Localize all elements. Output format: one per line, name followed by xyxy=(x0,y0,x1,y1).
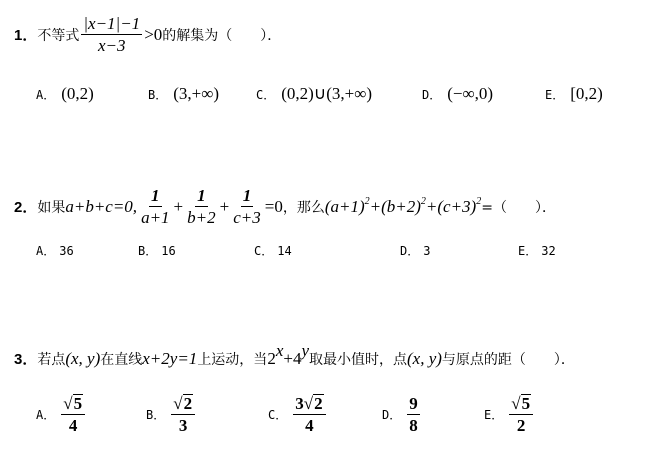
question-1-option-b[interactable] xyxy=(148,84,219,104)
question-2-square-3: $+(c+3)^2$ xyxy=(425,195,482,216)
option-value: (−∞,0) xyxy=(447,84,494,103)
question-3-option-c[interactable] xyxy=(268,394,328,435)
option-label: D． xyxy=(400,244,420,258)
option-value: 3 xyxy=(423,243,431,258)
question-3-stem xyxy=(14,340,575,369)
question-2-number: 2． xyxy=(14,199,38,216)
option-label: B． xyxy=(148,87,168,102)
question-3-text-3: 上运动，当 xyxy=(197,351,268,368)
question-2-option-c[interactable] xyxy=(254,242,292,259)
option-label: E． xyxy=(484,408,504,422)
option-value: 14 xyxy=(277,243,292,258)
question-1-option-e[interactable] xyxy=(545,84,603,104)
question-1-option-d[interactable] xyxy=(422,84,493,104)
question-1-relation: >0 xyxy=(144,24,163,44)
question-2-fraction-3 xyxy=(231,186,263,227)
fraction-denominator: b+2 xyxy=(187,208,216,227)
question-2-option-b[interactable] xyxy=(138,242,176,259)
option-label: A． xyxy=(36,244,56,258)
question-1-prefix: 不等式 xyxy=(37,27,80,44)
option-value: (0,2)∪(3,+∞) xyxy=(281,84,373,103)
question-1-option-c[interactable] xyxy=(256,84,372,104)
question-2-fraction-2 xyxy=(185,186,217,227)
question-2-option-e[interactable] xyxy=(518,242,556,259)
question-3-point-2: (x, y) xyxy=(407,348,442,368)
option-value: 36 xyxy=(59,243,74,258)
fraction-numerator: 1 xyxy=(151,186,160,205)
option-label: E． xyxy=(545,87,565,102)
question-2-option-d[interactable] xyxy=(400,242,430,259)
question-1-fraction-denominator: x−3 xyxy=(98,36,126,55)
question-3-text-1: 若点 xyxy=(37,351,66,368)
option-value: [0,2) xyxy=(570,84,603,103)
option-label: B． xyxy=(146,408,166,422)
option-fraction: 3 √ 2 4 xyxy=(293,394,325,435)
question-3-power-expression: $2^x+4^y$ xyxy=(267,340,309,368)
option-label: A． xyxy=(36,408,56,422)
question-2-option-a[interactable] xyxy=(36,242,74,259)
question-3-text-4: 取最小值时，点 xyxy=(309,351,407,368)
question-1-fraction-numerator: |x−1|−1 xyxy=(83,14,141,33)
option-label: C． xyxy=(256,87,276,102)
option-label: A． xyxy=(36,87,56,102)
option-label: C． xyxy=(268,408,288,422)
fraction-numerator: 1 xyxy=(197,186,206,205)
question-3-number: 3． xyxy=(14,351,38,368)
question-2-stem: 2． 如果 a+b+c=0, $\frac{1}{a+1}$ + $\frac{1}{b+2}$ + $\frac{1}{c+3}$ =0 ，那么 $(a+1)^2$ $+(b+2)^2$ $+(c+3)^2$ =（ ）． xyxy=(14,186,556,227)
question-3-line: x+2y=1 xyxy=(142,348,198,368)
question-3-option-b[interactable] xyxy=(146,394,197,435)
question-2-mid: ，那么 xyxy=(282,199,325,216)
fraction-numerator: 1 xyxy=(242,186,252,205)
question-3-option-d[interactable] xyxy=(382,394,422,435)
question-2-square-2: $+(b+2)^2$ xyxy=(369,195,426,216)
question-1-stem xyxy=(14,14,281,55)
option-label: E． xyxy=(518,244,538,258)
question-3-point: (x, y) xyxy=(65,348,101,368)
option-value: (3,+∞) xyxy=(173,84,220,103)
option-fraction: √ 2 3 xyxy=(171,394,195,435)
fraction-denominator: c+3 xyxy=(233,208,261,227)
question-3-option-a[interactable] xyxy=(36,394,87,435)
option-label: B． xyxy=(138,244,158,258)
option-label: C． xyxy=(254,244,274,258)
option-fraction: $\frac{9}{8}$ xyxy=(409,394,418,435)
option-fraction: √ 5 4 xyxy=(61,394,85,435)
question-2-suffix: =（ ）． xyxy=(481,199,556,216)
question-1-fraction xyxy=(81,14,142,55)
question-3-text-5: 与原点的距（ ）． xyxy=(441,351,575,368)
option-fraction: √ 5 2 xyxy=(509,394,533,435)
question-3-option-e[interactable] xyxy=(484,394,535,435)
option-label: D． xyxy=(422,87,442,102)
question-2-fraction-1 xyxy=(139,186,171,227)
question-1-option-a[interactable] xyxy=(36,84,94,104)
question-1-number: 1． xyxy=(14,27,38,44)
question-1-suffix: 的解集为（ ）． xyxy=(162,27,282,44)
option-value: 32 xyxy=(541,243,556,258)
question-2-equals-zero: =0 xyxy=(264,196,283,216)
option-label: D． xyxy=(382,408,402,422)
option-value: 16 xyxy=(161,243,176,258)
question-2-square-1: $(a+1)^2$ xyxy=(324,195,370,216)
question-2-condition: a+b+c=0, xyxy=(65,196,138,216)
question-2-prefix: 如果 xyxy=(37,199,66,216)
fraction-denominator: a+1 xyxy=(141,208,170,227)
option-value: (0,2) xyxy=(61,84,94,103)
question-3-text-2: 在直线 xyxy=(100,351,143,368)
